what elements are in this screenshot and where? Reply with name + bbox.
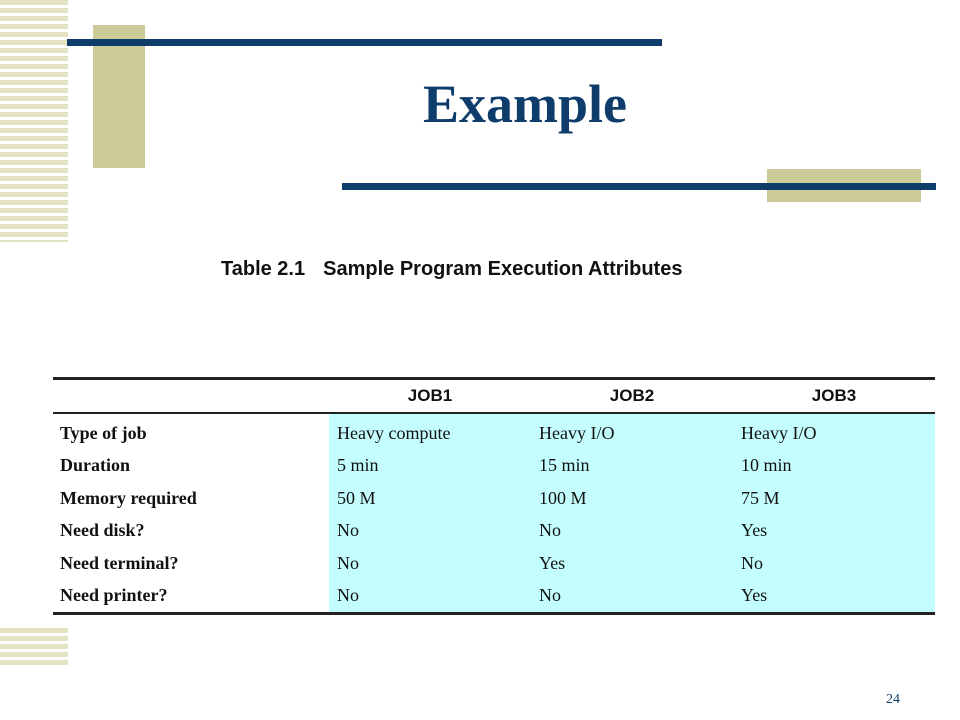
table-header-blank (53, 379, 329, 414)
decorative-stripes-top (0, 0, 68, 242)
table-row (53, 515, 935, 548)
title-rule-top (67, 39, 662, 46)
table-cell: No (329, 547, 531, 580)
table-row (53, 413, 935, 450)
row-label-need-printer: Need printer? (53, 580, 329, 614)
table-row (53, 580, 935, 614)
table-header-job1: JOB1 (329, 379, 531, 414)
row-label-duration: Duration (53, 450, 329, 483)
table-cell: Yes (531, 547, 733, 580)
table-cell: Heavy I/O (531, 413, 733, 450)
execution-attributes-table (53, 377, 935, 615)
table-row (53, 450, 935, 483)
table-cell: 75 M (733, 482, 935, 515)
table-cell: No (531, 580, 733, 614)
decorative-stripes-bottom (0, 628, 68, 668)
table-cell: 5 min (329, 450, 531, 483)
row-label-type-of-job: Type of job (53, 413, 329, 450)
title-rule-bottom (342, 183, 936, 190)
table-cell: 50 M (329, 482, 531, 515)
table-header-job3: JOB3 (733, 379, 935, 414)
table-caption-number: Table 2.1 (221, 258, 306, 280)
table-cell: 15 min (531, 450, 733, 483)
row-label-need-disk: Need disk? (53, 515, 329, 548)
table-cell: Yes (733, 580, 935, 614)
table-cell: No (733, 547, 935, 580)
table-cell: No (329, 515, 531, 548)
table-cell: 100 M (531, 482, 733, 515)
table-header-row (53, 379, 935, 414)
table-row (53, 547, 935, 580)
table-cell: No (329, 580, 531, 614)
decorative-khaki-block-left (93, 25, 145, 168)
table-cell: Heavy compute (329, 413, 531, 450)
table-cell: Yes (733, 515, 935, 548)
table-header-job2: JOB2 (531, 379, 733, 414)
slide-title: Example (422, 74, 627, 134)
table-cell: No (531, 515, 733, 548)
page-number: 24 (886, 692, 900, 707)
row-label-memory-required: Memory required (53, 482, 329, 515)
table-caption-text: Sample Program Execution Attributes (323, 258, 683, 280)
table-cell: Heavy I/O (733, 413, 935, 450)
table-row (53, 482, 935, 515)
table-cell: 10 min (733, 450, 935, 483)
table-caption (221, 258, 682, 281)
row-label-need-terminal: Need terminal? (53, 547, 329, 580)
